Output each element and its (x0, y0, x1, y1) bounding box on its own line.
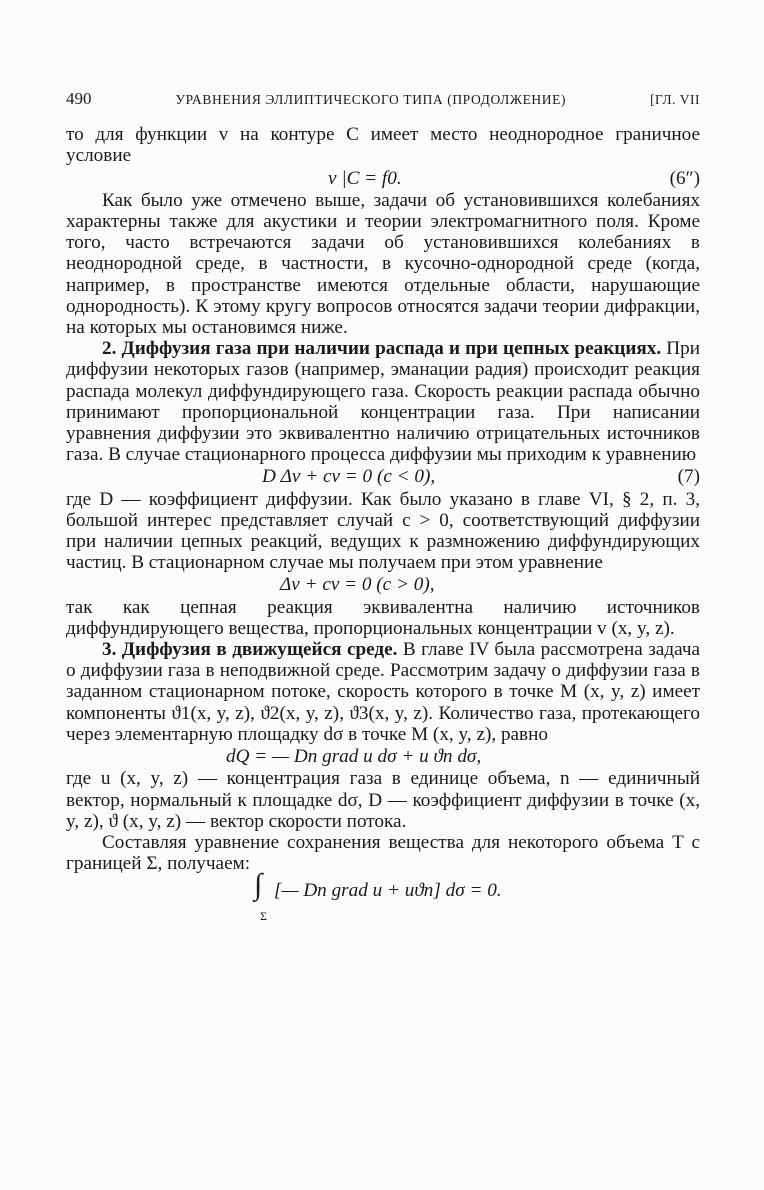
section-2 (66, 338, 700, 465)
formula-7-label: (7) (677, 466, 700, 488)
running-title: УРАВНЕНИЯ ЭЛЛИПТИЧЕСКОГО ТИПА (ПРОДОЛЖЕНИЕ) (175, 92, 567, 107)
section-2-text: При диффузии некоторых газов (например, эманации радия) происходит реакция распада молекул диффундирующего газа. Скорость реакции распада обычно принимают пропорциональной концентрации газа. При написании уравнения диффузии это эквивалентно наличию отрицательных источников газа. В случае стационарного процесса диффузии мы приходим к уравнению (66, 338, 701, 466)
formula-6-expr: v |C = f0. (328, 167, 402, 189)
section-3-title: 3. Диффузия в движущейся среде. (102, 639, 398, 661)
formula-6-label: (6″) (669, 167, 700, 189)
formula-dq-expr: dQ = — Dn grad u dσ + u ϑn dσ, (226, 746, 482, 768)
chapter-label: [ГЛ. VII (650, 92, 700, 107)
integral-body: [— Dn grad u + uϑn] dσ = 0. (274, 880, 502, 902)
page-number: 490 (66, 89, 92, 108)
paragraph-chain-reaction: так как цепная реакция эквивалентна наличию источников диффундирующего вещества, пропорциональных концентрации v (x, y, z). (66, 596, 700, 639)
formula-dq (66, 746, 700, 767)
running-header (66, 88, 700, 110)
formula-chain (66, 574, 700, 595)
integral-sign: ∫ (254, 868, 263, 902)
section-3-text: В главе IV была рассмотрена задача о диффузии газа в неподвижной среде. Рассмотрим задачу о диффузии газа в заданном стационарном потоке, скорость которого в точке M (x, y, z) имеет компоненты ϑ1(x, y, z), ϑ2(x, y, z), ϑ3(x, y, z). Количество газа, протекающего через элементарную площадку dσ в точке M (x, y, z), равно (66, 639, 700, 745)
integral-subscript: Σ (260, 909, 267, 924)
paragraph-diffusion-coefficient: где D — коэффициент диффузии. Как было указано в главе VI, § 2, п. 3, большой интерес представляет случай c > 0, соответствующий диффузии при наличии цепных реакций, ведущих к размножению диффундирующих частиц. В стационарном случае мы получаем при этом уравнение (66, 488, 700, 574)
formula-integral (66, 868, 700, 924)
section-2-title: 2. Диффузия газа при наличии распада и при цепных реакциях. (102, 338, 662, 360)
book-page (66, 88, 700, 924)
paragraph-oscillations: Как было уже отмечено выше, задачи об установившихся колебаниях характерны также для акустики и теории электромагнитного поля. Кроме того, часто встречаются задачи об установившихся колебаниях в неоднородной среде, в частности, в кусочно-однородной среде (когда, например, в пространстве имеются отдельные области, нарушающие однородность). К этому кругу вопросов относятся задачи теории дифракции, на которых мы остановимся ниже. (66, 189, 700, 339)
formula-7 (66, 466, 700, 487)
formula-7-expr: D Δv + cv = 0 (c < 0), (262, 466, 436, 488)
paragraph-definitions: где u (x, y, z) — концентрация газа в единице объема, n — единичный вектор, нормальный к площадке dσ, D — коэффициент диффузии в точке (x, y, z), ϑ (x, y, z) — вектор скорости потока. (66, 768, 700, 832)
formula-chain-expr: Δv + cv = 0 (c > 0), (280, 574, 435, 596)
paragraph-intro: то для функции v на контуре C имеет место неоднородное граничное условие (66, 124, 700, 167)
formula-6 (66, 168, 700, 189)
paragraph-conservation: Составляя уравнение сохранения вещества для некоторого объема T с границей Σ, получаем: (66, 831, 700, 875)
section-3 (66, 639, 700, 745)
